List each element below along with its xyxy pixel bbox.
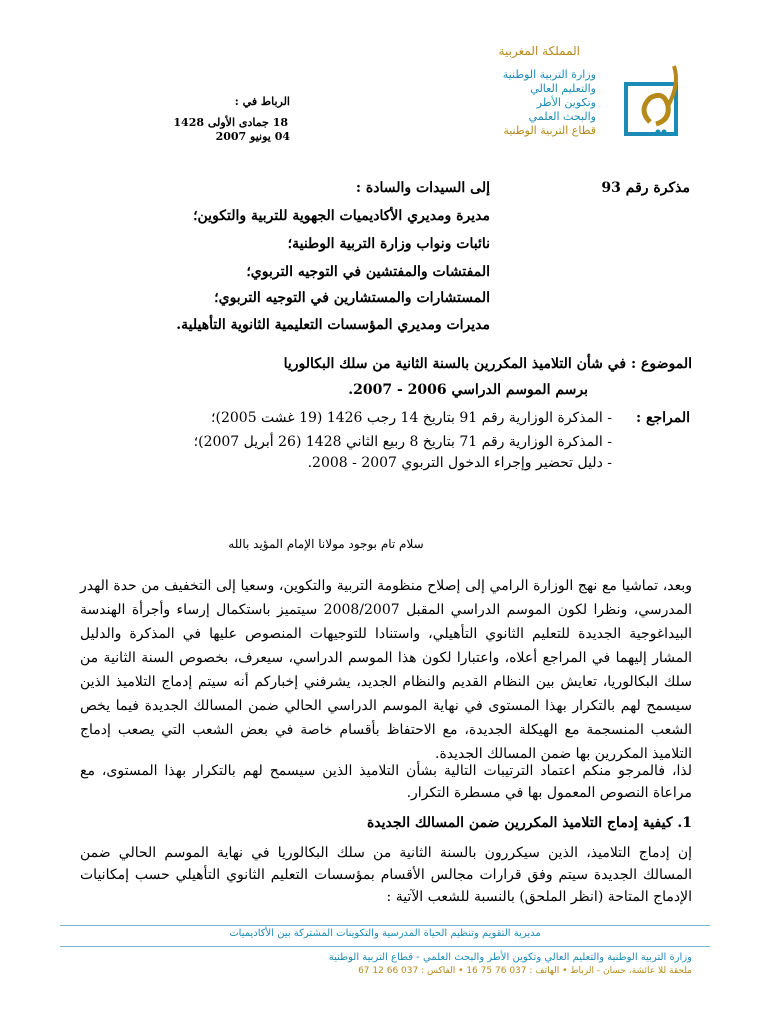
ministry-line: والبحث العلمي [528,110,596,123]
recipient-item: المفتشات والمفتشين في التوجيه التربوي؛ [246,264,490,280]
recipient-item: نائبات ونواب وزارة التربية الوطنية؛ [287,236,490,252]
ministry-name [396,68,596,138]
kingdom-name: المملكة المغربية [498,44,580,58]
reference-item: - المذكرة الوزارية رقم 71 بتاريخ 8 ربيع الثاني 1428 (26 أبريل 2007)؛ [193,434,612,450]
subject-line-2: برسم الموسم الدراسي 2006 - 2007. [348,382,588,398]
memo-number: مذكرة رقم 93 [601,180,690,196]
ministry-line: وزارة التربية الوطنية [502,68,596,81]
footer-directorate: مديرية التقويم وتنظيم الحياة المدرسية والتكوينات المشتركة بين الأكاديميات [229,928,541,939]
date-hijri: 18 جمادى الأولى 1428 [173,116,288,129]
footer-address: ملحقة للا عائشة، حسان - الرباط • الهاتف : 037 76 75 16 • الفاكس : 037 66 12 67 [358,966,692,976]
footer-divider [60,925,710,926]
date-gregorian: 04 يونيو 2007 [215,130,290,143]
subject-line: الموضوع : في شأن التلاميذ المكررين بالسنة الثانية من سلك البكالوريا [283,356,692,372]
recipient-item: المستشارات والمستشارين في التوجيه التربوي؛ [214,290,490,306]
recipients-title: إلى السيدات والسادة : [355,180,490,196]
recipient-item: مديرة ومديري الأكاديميات الجهوية للتربية والتكوين؛ [193,208,490,224]
reference-item: - المذكرة الوزارية رقم 91 بتاريخ 14 رجب 1426 (19 غشت 2005)؛ [211,410,612,426]
ministry-line: قطاع التربية الوطنية [503,124,596,137]
body-paragraph: إن إدماج التلاميذ، الذين سيكررون بالسنة الثانية من سلك البكالوريا في نهاية الموسم الحالي ضمن المسالك الجديدة سيتم وفق قرارات مجالس الأقسام بمؤسسات التعليم الثانوي التأهيلي حسب إمكانيات الإدماج المتاحة (انظر الملحق) بالنسبة للشعب الآتية : [80,845,692,905]
city-label: الرباط في : [234,95,290,108]
reference-item: - دليل تحضير وإجراء الدخول التربوي 2007 - 2008. [307,455,612,471]
ministry-line: والتعليم العالي [530,82,596,95]
ministry-line: وتكوين الأطر [536,96,596,109]
body-paragraph: لذا، فالمرجو منكم اعتماد الترتيبات التالية بشأن التلاميذ الذين سيسمح لهم بالتكرار بهذا المستوى، مع مراعاة النصوص المعمول بها في مسطرة التكرار. [80,763,692,801]
references-label: المراجع : [635,410,690,426]
salutation: سلام تام بوجود مولانا الإمام المؤيد بالله [228,537,424,551]
footer-ministry: وزارة التربية الوطنية والتعليم العالي وتكوين الأطر والبحث العلمي - قطاع التربية الوطنية [328,952,692,963]
section-title: 1. كيفية إدماج التلاميذ المكررين ضمن المسالك الجديدة [366,815,692,831]
body-paragraph: وبعد، تماشيا مع نهج الوزارة الرامي إلى إصلاح منظومة التربية والتكوين، وسعيا إلى التخفيف من حدة الهدر المدرسي، ونظرا لكون الموسم الدراسي المقبل 2008/2007 سيتميز باستكمال إرساء وأجرأة الهندسة البيداغوجية الجديدة للتعليم الثانوي التأهيلي، واستنادا للتوجيهات المنصوص عليها في المذكرة والدليل المشار إليهما في المراجع أعلاه، واعتبارا لكون هذا الموسم الدراسي، سيعرف، بخصوص السنة الثانية من سلك البكالوريا، تعايش بين النظام القديم والنظام الجديد، يشرفني إخباركم أنه سيتم إدماج التلاميذ الذين سيسمح لهم بالتكرار بهذا المستوى في نهاية الموسم الدراسي الحالي ضمن المسالك الجديدة فيما يخص الشعب المنسجمة مع الهيكلة الجديدة، مع الاحتفاظ بأقسام خاصة في بعض الشعب التي يصعب إدماج التلاميذ المكررين بها ضمن المسالك الجديدة. [80,578,692,762]
recipient-item: مديرات ومديري المؤسسات التعليمية الثانوية التأهيلية. [176,317,490,333]
ministry-logo-icon [620,62,688,138]
footer-divider [60,946,710,947]
